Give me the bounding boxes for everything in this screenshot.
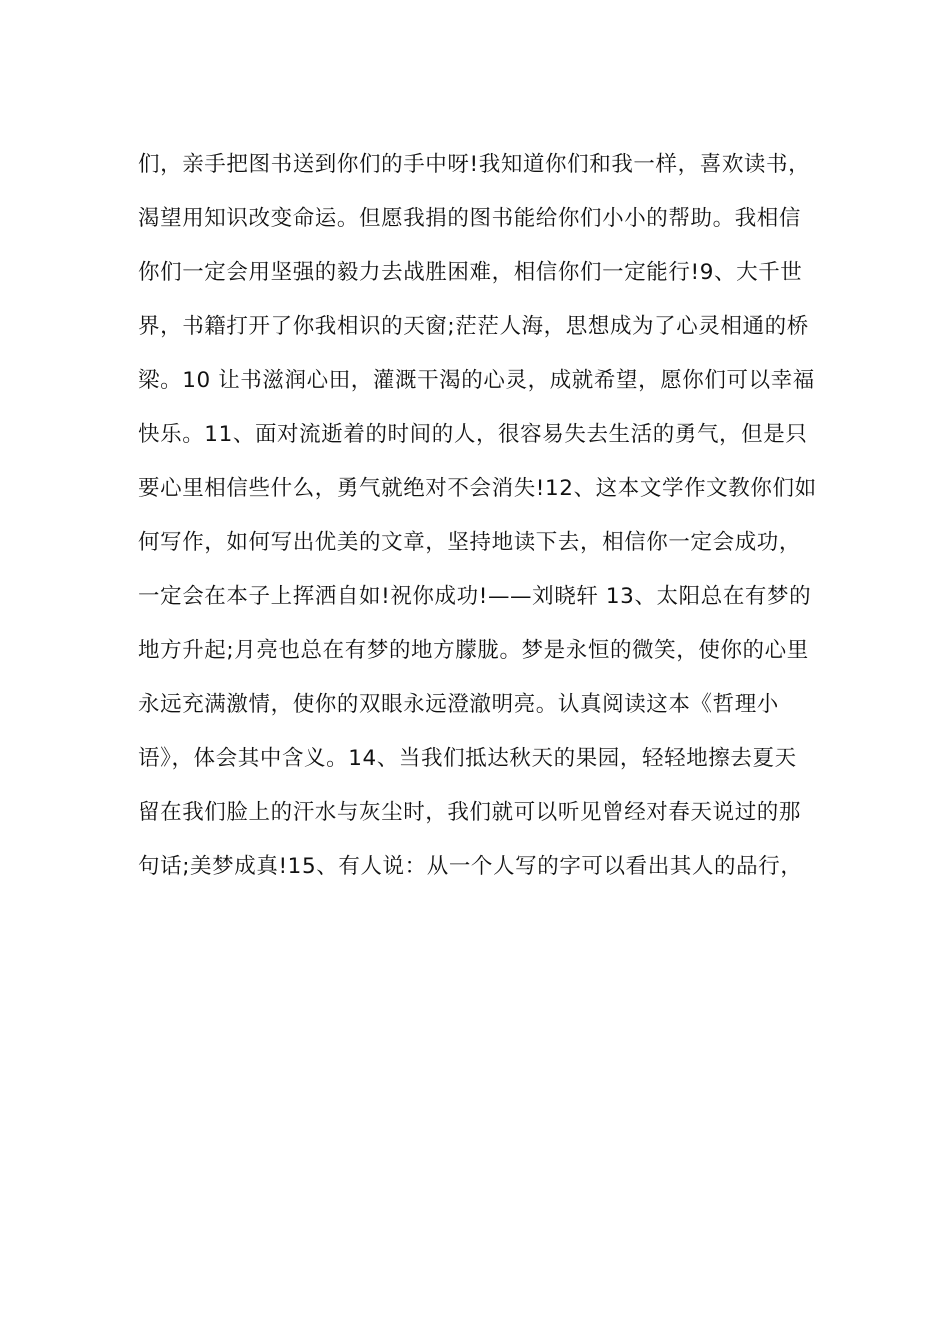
text-line: 渴望用知识改变命运。但愿我捐的图书能给你们小小的帮助。我相信 [138,206,802,231]
text-line: 永远充满激情，使你的双眼永远澄澈明亮。认真阅读这本《哲理小 [138,692,779,717]
text-line: 语》，体会其中含义。14、当我们抵达秋天的果园，轻轻地擦去夏天 [138,746,797,771]
text-line: 要心里相信些什么，勇气就绝对不会消失!12、这本文学作文教你们如 [138,476,817,501]
text-line: 梁。10 让书滋润心田，灌溉干渴的心灵，成就希望，愿你们可以幸福 [138,368,815,393]
text-line: 何写作，如何写出优美的文章，坚持地读下去，相信你一定会成功， [138,530,802,555]
text-line: 们，亲手把图书送到你们的手中呀!我知道你们和我一样，喜欢读书， [138,152,811,177]
text-line: 界，书籍打开了你我相识的天窗;茫茫人海，思想成为了心灵相通的桥 [138,314,809,339]
text-line: 快乐。11、面对流逝着的时间的人，很容易失去生活的勇气，但是只 [138,422,808,447]
text-line: 地方升起;月亮也总在有梦的地方朦胧。梦是永恒的微笑，使你的心里 [138,638,809,663]
text-line: 句话;美梦成真!15、有人说：从一个人写的字可以看出其人的品行， [138,854,803,879]
text-line: 一定会在本子上挥洒自如!祝你成功!——刘晓轩 13、太阳总在有梦的 [138,584,812,609]
body-text [138,143,828,899]
text-line: 留在我们脸上的汗水与灰尘时，我们就可以听见曾经对春天说过的那 [138,800,802,825]
text-line: 你们一定会用坚强的毅力去战胜困难，相信你们一定能行!9、大千世 [138,260,803,285]
